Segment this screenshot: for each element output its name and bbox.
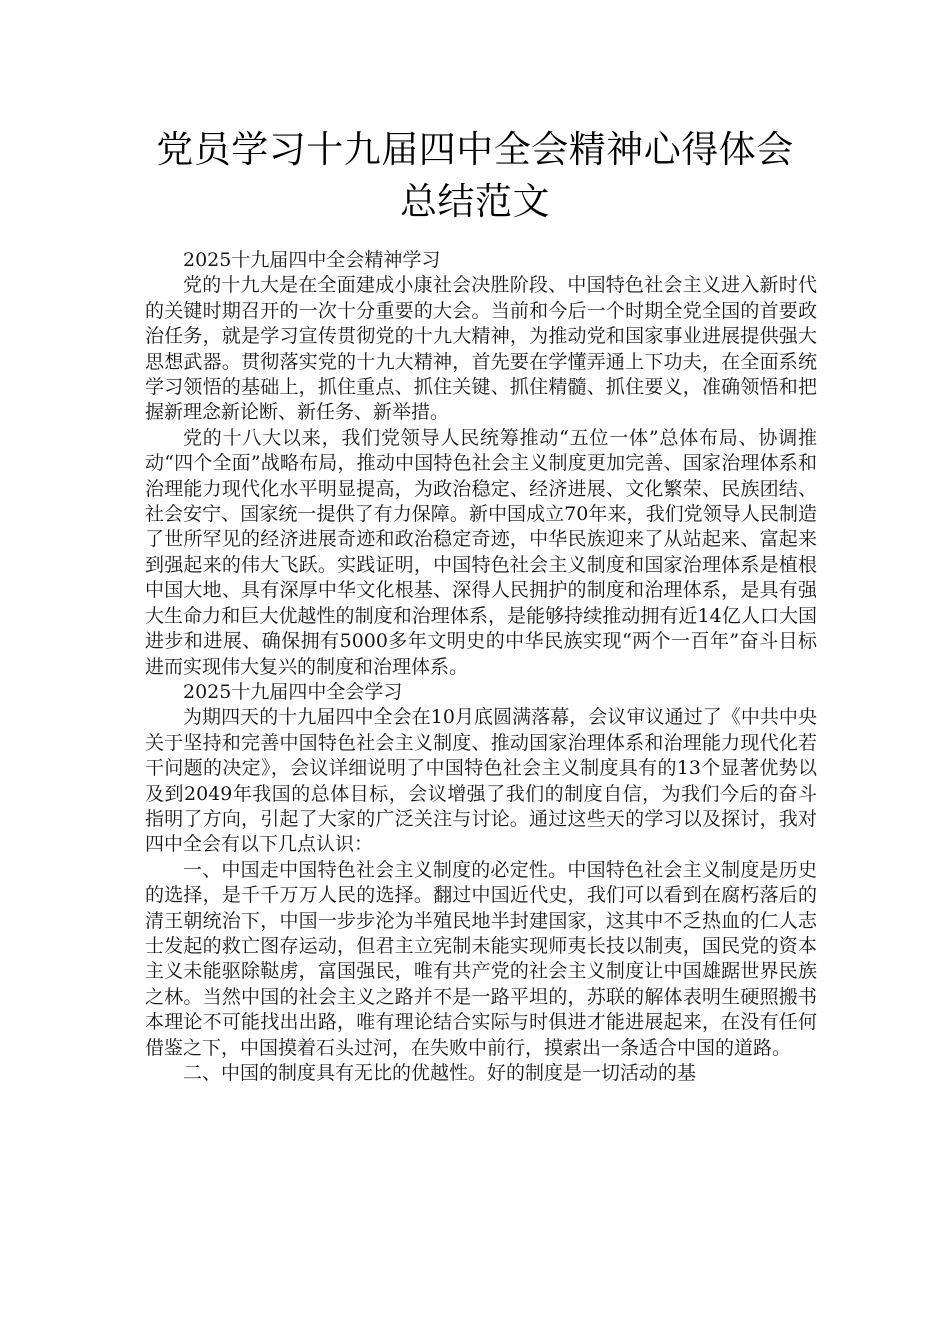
paragraph: 一、中国走中国特色社会主义制度的必定性。中国特色社会主义制度是历史的选择，是千千万万人民的选择。翻过中国近代史，我们可以看到在腐朽落后的清王朝统治下，中国一步步沦为半殖民地半封建国家，这其中不乏热血的仁人志士发起的救亡图存运动，但君主立宪制未能实现师夷长技以制夷，国民党的资本主义未能驱除鞑虏，富国强民，唯有共产党的社会主义制度让中国雄踞世界民族之林。当然中国的社会主义之路并不是一路平坦的，苏联的解体表明生硬照搬书本理论不可能找出出路，唯有理论结合实际与时俱进才能进展起来，在没有任何借鉴之下，中国摸着石头过河，在失败中前行，摸索出一条适合中国的道路。 <box>145 858 817 1059</box>
paragraph: 二、中国的制度具有无比的优越性。好的制度是一切活动的基 <box>183 1062 697 1084</box>
section-heading: 2025十九届四中全会学习 <box>183 680 403 703</box>
paragraph: 为期四天的十九届四中全会在10月底圆满落幕，会议审议通过了《中共中央关于坚持和完善中国特色社会主义制度、推动国家治理体系和治理能力现代化若干问题的决定》，会议详细说明了中国特色社会主义制度具有的13个显著优势以及到2049年我国的总体目标，会议增强了我们的制度自信，为我们今后的奋斗指明了方向，引起了大家的广泛关注与讨论。通过这些天的学习以及探讨，我对四中全会有以下几点认识： <box>145 706 817 856</box>
document-body <box>145 248 817 1086</box>
paragraph: 党的十九大是在全面建成小康社会决胜阶段、中国特色社会主义进入新时代的关键时期召开的一次十分重要的大会。当前和今后一个时期全党全国的首要政治任务，就是学习宣传贯彻党的十九大精神，为推动党和国家事业进展提供强大思想武器。贯彻落实党的十九大精神，首先要在学懂弄通上下功夫，在全面系统学习领悟的基础上，抓住重点、抓住关键、抓住精髓、抓住要义，准确领悟和把握新理念新论断、新任务、新举措。 <box>145 274 817 424</box>
document-title <box>100 124 850 228</box>
title-line-1: 党员学习十九届四中全会精神心得体会 <box>156 128 794 171</box>
paragraph: 党的十八大以来，我们党领导人民统筹推动“五位一体”总体布局、协调推动“四个全面”战略布局，推动中国特色社会主义制度更加完善、国家治理体系和治理能力现代化水平明显提高，为政治稳定、经济进展、文化繁荣、民族团结、社会安宁、国家统一提供了有力保障。新中国成立70年来，我们党领导人民制造了世所罕见的经济进展奇迹和政治稳定奇迹，中华民族迎来了从站起来、富起来到强起来的伟大飞跃。实践证明，中国特色社会主义制度和国家治理体系是植根中国大地、具有深厚中华文化根基、深得人民拥护的制度和治理体系，是具有强大生命力和巨大优越性的制度和治理体系，是能够持续推动拥有近14亿人口大国进步和进展、确保拥有5000多年文明史的中华民族实现“两个一百年”奋斗目标进而实现伟大复兴的制度和治理体系。 <box>145 426 817 678</box>
title-line-2: 总结范文 <box>400 180 550 223</box>
section-heading: 2025十九届四中全会精神学习 <box>183 249 441 271</box>
